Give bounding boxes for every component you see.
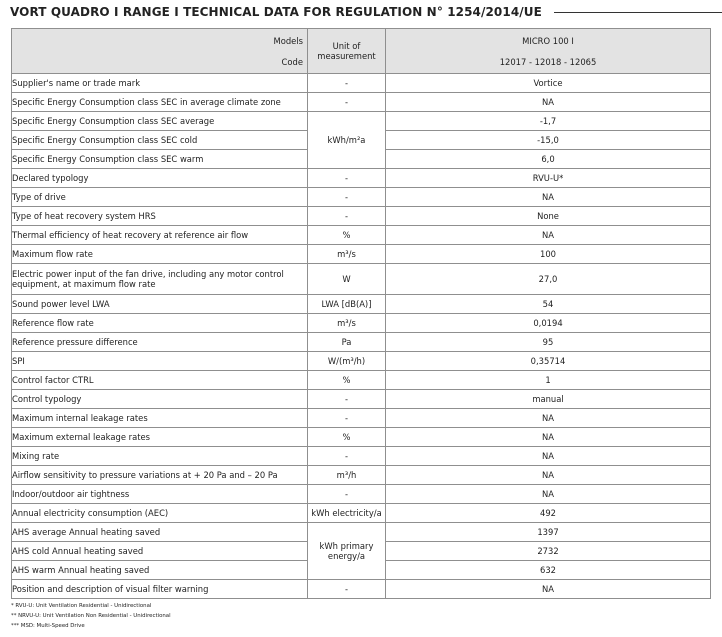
unit-cell: - (308, 390, 386, 409)
table-row (12, 314, 711, 333)
model-code: 12017 - 12018 - 12065 (499, 57, 597, 67)
title-divider (554, 12, 722, 13)
parameter-cell: Type of heat recovery system HRS (12, 207, 308, 226)
footnote-nrvu: ** NRVU-U: Unit Ventilation Non Residential - Unidirectional (11, 613, 171, 619)
value-cell: 0,35714 (386, 352, 711, 371)
model-header-cell (386, 29, 711, 74)
table-row (12, 485, 711, 504)
unit-cell: LWA [dB(A)] (308, 295, 386, 314)
footnote-msd: *** MSD: Multi-Speed Drive (11, 623, 85, 629)
parameter-cell: Control typology (12, 390, 308, 409)
value-cell: 0,0194 (386, 314, 711, 333)
table-row (12, 188, 711, 207)
models-label: Models (273, 36, 303, 46)
value-cell: NA (386, 447, 711, 466)
table-row (12, 390, 711, 409)
value-cell: 2732 (386, 542, 711, 561)
value-cell: NA (386, 93, 711, 112)
unit-cell: % (308, 371, 386, 390)
technical-data-table (11, 28, 711, 599)
parameter-cell: Indoor/outdoor air tightness (12, 485, 308, 504)
value-cell: -1,7 (386, 112, 711, 131)
table-row (12, 466, 711, 485)
value-cell: manual (386, 390, 711, 409)
table-row (12, 112, 711, 131)
table-row (12, 428, 711, 447)
unit-cell: m³/s (308, 314, 386, 333)
unit-header: Unit of measurement (308, 29, 386, 74)
value-cell: 1397 (386, 523, 711, 542)
unit-cell: m³/h (308, 466, 386, 485)
parameter-cell: Maximum flow rate (12, 245, 308, 264)
table-row (12, 371, 711, 390)
unit-cell: m³/s (308, 245, 386, 264)
table-row (12, 93, 711, 112)
table-row (12, 226, 711, 245)
value-cell: 54 (386, 295, 711, 314)
parameter-cell: Specific Energy Consumption class SEC average (12, 112, 308, 131)
unit-cell: % (308, 226, 386, 245)
parameter-cell: Control factor CTRL (12, 371, 308, 390)
unit-cell: - (308, 93, 386, 112)
code-label: Code (281, 57, 303, 67)
value-cell: 6,0 (386, 150, 711, 169)
table-row (12, 333, 711, 352)
parameter-cell: Annual electricity consumption (AEC) (12, 504, 308, 523)
value-cell: NA (386, 466, 711, 485)
footnote-rvu: * RVU-U: Unit Ventilation Residential - Unidirectional (11, 603, 152, 609)
unit-cell: % (308, 428, 386, 447)
value-cell: 27,0 (386, 264, 711, 295)
header-label-cell (12, 29, 308, 74)
parameter-cell: Maximum internal leakage rates (12, 409, 308, 428)
page-title: VORT QUADRO I RANGE I TECHNICAL DATA FOR REGULATION N° 1254/2014/UE (10, 5, 542, 19)
value-cell: NA (386, 485, 711, 504)
table-row (12, 295, 711, 314)
parameter-cell: SPI (12, 352, 308, 371)
parameter-cell: AHS cold Annual heating saved (12, 542, 308, 561)
table-row (12, 245, 711, 264)
value-cell: 95 (386, 333, 711, 352)
parameter-cell: Reference pressure difference (12, 333, 308, 352)
table-row (12, 523, 711, 542)
value-cell: Vortice (386, 74, 711, 93)
unit-cell: kWh/m²a (308, 112, 386, 169)
value-cell: None (386, 207, 711, 226)
value-cell: RVU-U* (386, 169, 711, 188)
parameter-cell: Reference flow rate (12, 314, 308, 333)
parameter-cell: Airflow sensitivity to pressure variations at + 20 Pa and – 20 Pa (12, 466, 308, 485)
title-bar (10, 3, 712, 21)
parameter-cell: Thermal efficiency of heat recovery at reference air flow (12, 226, 308, 245)
table-row (12, 264, 711, 295)
parameter-cell: Specific Energy Consumption class SEC warm (12, 150, 308, 169)
unit-cell: W (308, 264, 386, 295)
unit-cell: W/(m³/h) (308, 352, 386, 371)
table-row (12, 169, 711, 188)
value-cell: 632 (386, 561, 711, 580)
table-row (12, 447, 711, 466)
unit-cell: - (308, 188, 386, 207)
value-cell: 100 (386, 245, 711, 264)
unit-cell: kWh primary energy/a (308, 523, 386, 580)
parameter-cell: AHS warm Annual heating saved (12, 561, 308, 580)
parameter-cell: Type of drive (12, 188, 308, 207)
parameter-cell: Mixing rate (12, 447, 308, 466)
value-cell: -15,0 (386, 131, 711, 150)
table-row (12, 352, 711, 371)
table-row (12, 207, 711, 226)
table-header-row (12, 29, 711, 74)
parameter-cell: Electric power input of the fan drive, including any motor control equipment, at maximum flow rate (12, 264, 308, 295)
parameter-cell: Sound power level LWA (12, 295, 308, 314)
table-row (12, 504, 711, 523)
table-row (12, 580, 711, 599)
unit-cell: kWh electricity/a (308, 504, 386, 523)
value-cell: 1 (386, 371, 711, 390)
value-cell: NA (386, 409, 711, 428)
unit-cell: - (308, 580, 386, 599)
value-cell: NA (386, 580, 711, 599)
value-cell: NA (386, 428, 711, 447)
value-cell: 492 (386, 504, 711, 523)
unit-cell: - (308, 485, 386, 504)
model-name: MICRO 100 I (522, 36, 574, 46)
parameter-cell: Specific Energy Consumption class SEC in average climate zone (12, 93, 308, 112)
unit-cell: - (308, 74, 386, 93)
unit-cell: - (308, 169, 386, 188)
unit-cell: Pa (308, 333, 386, 352)
parameter-cell: Specific Energy Consumption class SEC cold (12, 131, 308, 150)
value-cell: NA (386, 226, 711, 245)
parameter-cell: Supplier's name or trade mark (12, 74, 308, 93)
value-cell: NA (386, 188, 711, 207)
unit-cell: - (308, 409, 386, 428)
parameter-cell: Position and description of visual filter warning (12, 580, 308, 599)
unit-cell: - (308, 447, 386, 466)
table-row (12, 74, 711, 93)
parameter-cell: Declared typology (12, 169, 308, 188)
parameter-cell: AHS average Annual heating saved (12, 523, 308, 542)
table-row (12, 409, 711, 428)
table-body (12, 74, 711, 599)
unit-cell: - (308, 207, 386, 226)
parameter-cell: Maximum external leakage rates (12, 428, 308, 447)
